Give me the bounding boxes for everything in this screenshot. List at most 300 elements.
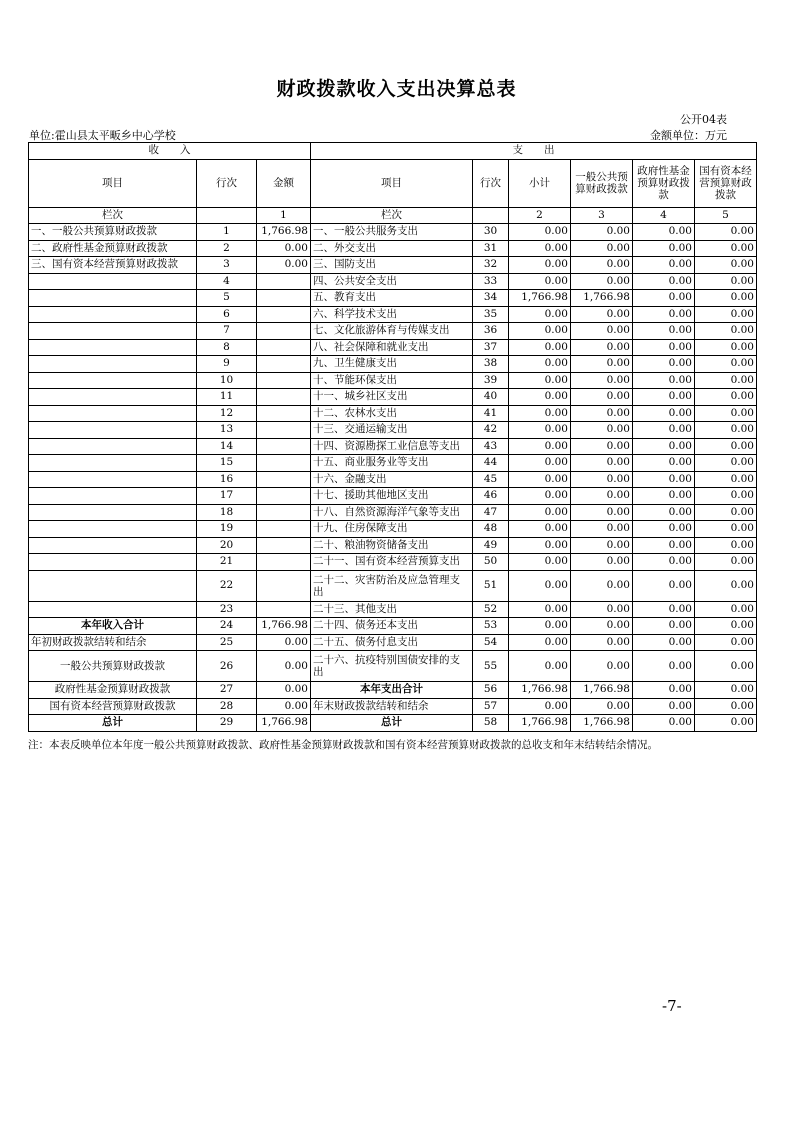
expense-general: 1,766.98 <box>571 682 633 699</box>
expense-general: 1,766.98 <box>571 290 633 307</box>
income-row-no: 1 <box>197 224 257 241</box>
expense-row-no: 53 <box>473 618 509 635</box>
expense-soe: 0.00 <box>695 339 757 356</box>
expense-subtotal: 0.00 <box>509 356 571 373</box>
table-row <box>29 257 757 274</box>
fund-budget-header: 政府性基金预算财政拨款 <box>633 159 695 207</box>
expense-row-no: 47 <box>473 504 509 521</box>
income-item: 总计 <box>29 715 197 732</box>
income-row-no: 21 <box>197 554 257 571</box>
expense-row-no: 50 <box>473 554 509 571</box>
expense-row-no: 42 <box>473 422 509 439</box>
expense-soe: 0.00 <box>695 224 757 241</box>
income-amount <box>257 323 311 340</box>
income-row-no: 7 <box>197 323 257 340</box>
expense-fund: 0.00 <box>633 240 695 257</box>
expense-subtotal: 0.00 <box>509 488 571 505</box>
expense-soe: 0.00 <box>695 698 757 715</box>
expense-general: 0.00 <box>571 455 633 472</box>
income-item <box>29 405 197 422</box>
expense-general: 0.00 <box>571 323 633 340</box>
expense-soe: 0.00 <box>695 257 757 274</box>
table-row <box>29 537 757 554</box>
reporting-unit: 单位:霍山县太平畈乡中心学校 <box>29 129 176 142</box>
income-amount: 0.00 <box>257 257 311 274</box>
page-number: -7- <box>662 997 682 1015</box>
expense-general: 0.00 <box>571 224 633 241</box>
income-row-no: 13 <box>197 422 257 439</box>
table-row <box>29 698 757 715</box>
income-amount <box>257 273 311 290</box>
income-item <box>29 471 197 488</box>
expense-subtotal: 0.00 <box>509 389 571 406</box>
income-item: 三、国有资本经营预算财政拨款 <box>29 257 197 274</box>
expense-subtotal: 0.00 <box>509 601 571 618</box>
expense-row-no: 37 <box>473 339 509 356</box>
expense-row-no: 40 <box>473 389 509 406</box>
soe-budget-header: 国有资本经营预算财政拨款 <box>695 159 757 207</box>
column-header-row <box>29 159 757 207</box>
expense-soe: 0.00 <box>695 438 757 455</box>
expense-item: 十四、资源勘探工业信息等支出 <box>311 438 473 455</box>
expense-fund: 0.00 <box>633 698 695 715</box>
income-row-no: 26 <box>197 651 257 682</box>
expense-fund: 0.00 <box>633 273 695 290</box>
expense-row-no: 38 <box>473 356 509 373</box>
expense-row-no: 30 <box>473 224 509 241</box>
expense-row-no: 33 <box>473 273 509 290</box>
expense-general: 0.00 <box>571 570 633 601</box>
income-col-label: 栏次 <box>29 207 197 224</box>
table-row <box>29 389 757 406</box>
expense-subtotal: 0.00 <box>509 554 571 571</box>
expense-row-no: 48 <box>473 521 509 538</box>
col-index-3: 3 <box>571 207 633 224</box>
income-item <box>29 273 197 290</box>
empty-cell <box>473 207 509 224</box>
expense-general: 0.00 <box>571 356 633 373</box>
income-row-no: 3 <box>197 257 257 274</box>
income-row-no: 10 <box>197 372 257 389</box>
table-row <box>29 634 757 651</box>
income-row-no: 9 <box>197 356 257 373</box>
expense-soe: 0.00 <box>695 651 757 682</box>
income-row-no: 15 <box>197 455 257 472</box>
expense-row-no: 45 <box>473 471 509 488</box>
income-item <box>29 570 197 601</box>
expense-soe: 0.00 <box>695 570 757 601</box>
expense-general: 1,766.98 <box>571 715 633 732</box>
expense-soe: 0.00 <box>695 634 757 651</box>
subtotal-header: 小计 <box>509 159 571 207</box>
expense-subtotal: 0.00 <box>509 521 571 538</box>
expense-row-no: 52 <box>473 601 509 618</box>
expense-item-header: 项目 <box>311 159 473 207</box>
expense-row-no: 58 <box>473 715 509 732</box>
expense-row-no: 41 <box>473 405 509 422</box>
table-row <box>29 422 757 439</box>
income-row-no: 11 <box>197 389 257 406</box>
expense-fund: 0.00 <box>633 554 695 571</box>
income-item <box>29 521 197 538</box>
income-row-no: 5 <box>197 290 257 307</box>
income-item: 政府性基金预算财政拨款 <box>29 682 197 699</box>
expense-soe: 0.00 <box>695 715 757 732</box>
expense-row-no: 51 <box>473 570 509 601</box>
expense-fund: 0.00 <box>633 422 695 439</box>
income-amount <box>257 356 311 373</box>
income-item: 年初财政拨款结转和结余 <box>29 634 197 651</box>
expense-general: 0.00 <box>571 257 633 274</box>
expense-general: 0.00 <box>571 438 633 455</box>
table-row <box>29 570 757 601</box>
expense-subtotal: 0.00 <box>509 306 571 323</box>
income-item <box>29 422 197 439</box>
expense-item: 十二、农林水支出 <box>311 405 473 422</box>
col-index-4: 4 <box>633 207 695 224</box>
table-row <box>29 372 757 389</box>
income-item <box>29 601 197 618</box>
expense-fund: 0.00 <box>633 389 695 406</box>
expense-row-no: 56 <box>473 682 509 699</box>
expense-general: 0.00 <box>571 651 633 682</box>
expense-subtotal: 0.00 <box>509 339 571 356</box>
income-row-no-header: 行次 <box>197 159 257 207</box>
income-amount: 0.00 <box>257 240 311 257</box>
expense-soe: 0.00 <box>695 521 757 538</box>
fiscal-summary-table <box>28 142 757 732</box>
expense-fund: 0.00 <box>633 715 695 732</box>
income-item: 一般公共预算财政拨款 <box>29 651 197 682</box>
table-row <box>29 554 757 571</box>
expense-fund: 0.00 <box>633 224 695 241</box>
income-amount: 1,766.98 <box>257 224 311 241</box>
expense-subtotal: 1,766.98 <box>509 290 571 307</box>
expense-soe: 0.00 <box>695 306 757 323</box>
income-item: 本年收入合计 <box>29 618 197 635</box>
expense-soe: 0.00 <box>695 323 757 340</box>
expense-fund: 0.00 <box>633 455 695 472</box>
expense-general: 0.00 <box>571 372 633 389</box>
expense-soe: 0.00 <box>695 471 757 488</box>
expense-item: 二十二、灾害防治及应急管理支出 <box>311 570 473 601</box>
expense-general: 0.00 <box>571 504 633 521</box>
expense-general: 0.00 <box>571 537 633 554</box>
income-item <box>29 339 197 356</box>
expense-item: 年末财政拨款结转和结余 <box>311 698 473 715</box>
form-number: 公开04表 <box>680 113 727 126</box>
expense-fund: 0.00 <box>633 504 695 521</box>
table-note: 注：本表反映单位本年度一般公共预算财政拨款、政府性基金预算财政拨款和国有资本经营预算财政拨款的总收支和年末结转结余情况。 <box>28 739 658 751</box>
expense-item: 本年支出合计 <box>311 682 473 699</box>
col-index-2: 2 <box>509 207 571 224</box>
table-row <box>29 240 757 257</box>
income-item <box>29 323 197 340</box>
expense-item: 二、外交支出 <box>311 240 473 257</box>
expense-subtotal: 0.00 <box>509 634 571 651</box>
expense-general: 0.00 <box>571 422 633 439</box>
expense-general: 0.00 <box>571 698 633 715</box>
expense-general: 0.00 <box>571 405 633 422</box>
income-amount <box>257 290 311 307</box>
expense-soe: 0.00 <box>695 601 757 618</box>
expense-fund: 0.00 <box>633 339 695 356</box>
table-row <box>29 455 757 472</box>
expense-general: 0.00 <box>571 618 633 635</box>
income-amount <box>257 422 311 439</box>
expense-subtotal: 0.00 <box>509 471 571 488</box>
col-index-5: 5 <box>695 207 757 224</box>
table-row <box>29 521 757 538</box>
income-amount <box>257 601 311 618</box>
expense-soe: 0.00 <box>695 422 757 439</box>
table-row <box>29 356 757 373</box>
expense-fund: 0.00 <box>633 488 695 505</box>
income-amount <box>257 504 311 521</box>
expense-row-no: 49 <box>473 537 509 554</box>
expense-soe: 0.00 <box>695 682 757 699</box>
income-amount-header: 金额 <box>257 159 311 207</box>
expense-item: 二十三、其他支出 <box>311 601 473 618</box>
income-row-no: 29 <box>197 715 257 732</box>
expense-soe: 0.00 <box>695 554 757 571</box>
table-row <box>29 471 757 488</box>
expense-item: 五、教育支出 <box>311 290 473 307</box>
income-amount <box>257 306 311 323</box>
expense-subtotal: 0.00 <box>509 504 571 521</box>
expense-general: 0.00 <box>571 634 633 651</box>
expense-fund: 0.00 <box>633 356 695 373</box>
income-amount: 0.00 <box>257 682 311 699</box>
expense-col-label: 栏次 <box>311 207 473 224</box>
expense-item: 八、社会保障和就业支出 <box>311 339 473 356</box>
expense-general: 0.00 <box>571 273 633 290</box>
table-row <box>29 323 757 340</box>
expense-general: 0.00 <box>571 601 633 618</box>
expense-subtotal: 0.00 <box>509 224 571 241</box>
expense-row-no: 43 <box>473 438 509 455</box>
income-item <box>29 554 197 571</box>
expense-fund: 0.00 <box>633 537 695 554</box>
expense-general: 0.00 <box>571 488 633 505</box>
income-amount <box>257 570 311 601</box>
table-row <box>29 273 757 290</box>
expense-item: 六、科学技术支出 <box>311 306 473 323</box>
income-item <box>29 389 197 406</box>
income-amount <box>257 405 311 422</box>
expense-general: 0.00 <box>571 521 633 538</box>
expense-fund: 0.00 <box>633 682 695 699</box>
income-amount: 1,766.98 <box>257 715 311 732</box>
income-row-no: 2 <box>197 240 257 257</box>
expense-subtotal: 0.00 <box>509 618 571 635</box>
income-item <box>29 488 197 505</box>
table-row <box>29 618 757 635</box>
expense-subtotal: 0.00 <box>509 570 571 601</box>
expense-item: 二十一、国有资本经营预算支出 <box>311 554 473 571</box>
income-row-no: 12 <box>197 405 257 422</box>
expense-subtotal: 0.00 <box>509 257 571 274</box>
income-row-no: 25 <box>197 634 257 651</box>
expense-row-no: 34 <box>473 290 509 307</box>
expense-item: 二十、粮油物资储备支出 <box>311 537 473 554</box>
expense-fund: 0.00 <box>633 323 695 340</box>
expense-subtotal: 0.00 <box>509 422 571 439</box>
expense-fund: 0.00 <box>633 290 695 307</box>
income-row-no: 27 <box>197 682 257 699</box>
expense-item: 四、公共安全支出 <box>311 273 473 290</box>
expense-item: 十六、金融支出 <box>311 471 473 488</box>
expense-subtotal: 0.00 <box>509 240 571 257</box>
income-row-no: 8 <box>197 339 257 356</box>
income-row-no: 17 <box>197 488 257 505</box>
income-amount <box>257 537 311 554</box>
expense-soe: 0.00 <box>695 488 757 505</box>
expense-general: 0.00 <box>571 554 633 571</box>
expense-fund: 0.00 <box>633 438 695 455</box>
income-amount <box>257 438 311 455</box>
expense-item: 七、文化旅游体育与传媒支出 <box>311 323 473 340</box>
expense-fund: 0.00 <box>633 257 695 274</box>
income-amount: 0.00 <box>257 634 311 651</box>
table-row <box>29 339 757 356</box>
income-amount <box>257 521 311 538</box>
income-row-no: 20 <box>197 537 257 554</box>
income-item <box>29 290 197 307</box>
expense-soe: 0.00 <box>695 537 757 554</box>
expense-row-no-header: 行次 <box>473 159 509 207</box>
table-row <box>29 682 757 699</box>
income-item <box>29 306 197 323</box>
income-amount <box>257 389 311 406</box>
col-index-1: 1 <box>257 207 311 224</box>
expense-item: 总计 <box>311 715 473 732</box>
table-row <box>29 601 757 618</box>
expense-soe: 0.00 <box>695 455 757 472</box>
income-item: 二、政府性基金预算财政拨款 <box>29 240 197 257</box>
expense-general: 0.00 <box>571 471 633 488</box>
expense-item: 九、卫生健康支出 <box>311 356 473 373</box>
income-row-no: 6 <box>197 306 257 323</box>
expense-fund: 0.00 <box>633 618 695 635</box>
expense-soe: 0.00 <box>695 290 757 307</box>
expense-item: 二十四、债务还本支出 <box>311 618 473 635</box>
expense-item: 二十六、抗疫特别国债安排的支出 <box>311 651 473 682</box>
expense-row-no: 54 <box>473 634 509 651</box>
expense-row-no: 55 <box>473 651 509 682</box>
income-amount <box>257 488 311 505</box>
expense-row-no: 32 <box>473 257 509 274</box>
expense-fund: 0.00 <box>633 471 695 488</box>
expense-subtotal: 1,766.98 <box>509 715 571 732</box>
income-item: 一、一般公共预算财政拨款 <box>29 224 197 241</box>
income-row-no: 24 <box>197 618 257 635</box>
expense-item: 十三、交通运输支出 <box>311 422 473 439</box>
income-amount: 0.00 <box>257 698 311 715</box>
expense-row-no: 57 <box>473 698 509 715</box>
income-amount <box>257 471 311 488</box>
income-item <box>29 372 197 389</box>
income-amount <box>257 554 311 571</box>
income-row-no: 16 <box>197 471 257 488</box>
income-amount <box>257 372 311 389</box>
income-section-header: 收 入 <box>29 143 311 160</box>
expense-fund: 0.00 <box>633 405 695 422</box>
expense-item: 十一、城乡社区支出 <box>311 389 473 406</box>
expense-general: 0.00 <box>571 389 633 406</box>
expense-general: 0.00 <box>571 306 633 323</box>
expense-fund: 0.00 <box>633 306 695 323</box>
income-row-no: 23 <box>197 601 257 618</box>
expense-fund: 0.00 <box>633 521 695 538</box>
expense-soe: 0.00 <box>695 240 757 257</box>
expense-subtotal: 0.00 <box>509 273 571 290</box>
table-row <box>29 290 757 307</box>
income-amount <box>257 339 311 356</box>
income-item <box>29 455 197 472</box>
table-row <box>29 715 757 732</box>
expense-subtotal: 0.00 <box>509 698 571 715</box>
income-row-no: 4 <box>197 273 257 290</box>
income-item <box>29 537 197 554</box>
section-header-row <box>29 143 757 160</box>
table-row <box>29 224 757 241</box>
expense-item: 十八、自然资源海洋气象等支出 <box>311 504 473 521</box>
expense-subtotal: 0.00 <box>509 651 571 682</box>
expense-item: 二十五、债务付息支出 <box>311 634 473 651</box>
expense-general: 0.00 <box>571 240 633 257</box>
expense-subtotal: 0.00 <box>509 438 571 455</box>
expense-item: 十九、住房保障支出 <box>311 521 473 538</box>
income-row-no: 18 <box>197 504 257 521</box>
income-amount: 0.00 <box>257 651 311 682</box>
column-index-row <box>29 207 757 224</box>
table-row <box>29 488 757 505</box>
income-row-no: 22 <box>197 570 257 601</box>
income-item: 国有资本经营预算财政拨款 <box>29 698 197 715</box>
expense-subtotal: 0.00 <box>509 405 571 422</box>
expense-item: 十、节能环保支出 <box>311 372 473 389</box>
expense-subtotal: 0.00 <box>509 455 571 472</box>
income-item <box>29 356 197 373</box>
expense-soe: 0.00 <box>695 389 757 406</box>
expense-row-no: 35 <box>473 306 509 323</box>
page-title: 财政拨款收入支出决算总表 <box>276 78 517 100</box>
expense-row-no: 39 <box>473 372 509 389</box>
expense-soe: 0.00 <box>695 618 757 635</box>
table-row <box>29 504 757 521</box>
expense-fund: 0.00 <box>633 372 695 389</box>
expense-soe: 0.00 <box>695 372 757 389</box>
expense-row-no: 31 <box>473 240 509 257</box>
expense-fund: 0.00 <box>633 634 695 651</box>
income-item <box>29 504 197 521</box>
expense-fund: 0.00 <box>633 601 695 618</box>
income-item <box>29 438 197 455</box>
table-row <box>29 306 757 323</box>
amount-unit: 金额单位：万元 <box>650 129 727 142</box>
expense-item: 三、国防支出 <box>311 257 473 274</box>
expense-soe: 0.00 <box>695 273 757 290</box>
expense-general: 0.00 <box>571 339 633 356</box>
general-budget-header: 一般公共预算财政拨款 <box>571 159 633 207</box>
expense-row-no: 46 <box>473 488 509 505</box>
expense-item: 十五、商业服务业等支出 <box>311 455 473 472</box>
income-row-no: 14 <box>197 438 257 455</box>
expense-soe: 0.00 <box>695 504 757 521</box>
expense-row-no: 44 <box>473 455 509 472</box>
income-row-no: 28 <box>197 698 257 715</box>
